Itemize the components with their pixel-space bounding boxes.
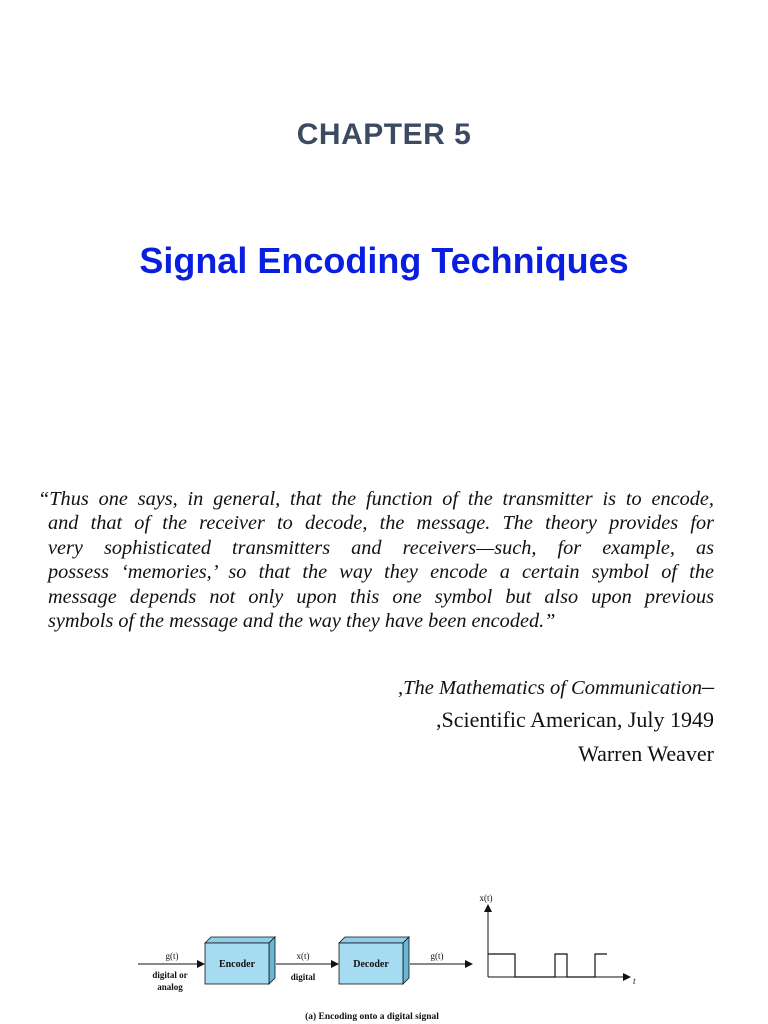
figure-caption: (a) Encoding onto a digital signal	[305, 1012, 439, 1022]
attribution-dash: –	[702, 674, 714, 700]
quote-line: possess ‘memories,’ so that the way they encode a certain symbol of the	[48, 561, 714, 584]
mid-type-label: digital	[290, 972, 316, 982]
input-type-label-2: analog	[157, 982, 183, 992]
input-type-label-1: digital or	[152, 970, 188, 980]
encoding-diagram	[130, 885, 650, 1024]
encoder-label: Encoder	[218, 959, 256, 970]
output-signal-label: g(t)	[430, 951, 444, 961]
mid-signal-label: x(t)	[296, 951, 310, 961]
input-signal-label: g(t)	[165, 951, 179, 961]
attribution-work	[398, 674, 714, 701]
plot-x-axis-label: t	[633, 976, 636, 986]
attribution-source: ,Scientific American, July 1949	[436, 707, 714, 732]
plot-y-axis-label: x(t)	[479, 893, 493, 903]
decoder-block	[339, 937, 409, 984]
attribution-author: Warren Weaver	[578, 741, 714, 766]
quote-line: message depends not only upon this one symbol but also upon previous	[48, 585, 714, 608]
digital-waveform	[488, 954, 607, 977]
epigraph-quote	[38, 487, 714, 633]
encoder-block	[205, 937, 275, 984]
chapter-title: Signal Encoding Techniques	[139, 240, 629, 281]
attribution-work-title: ,The Mathematics of Communication	[397, 677, 702, 699]
chapter-heading: CHAPTER 5	[296, 118, 472, 151]
quote-line: very sophisticated transmitters and receivers—such, for example, as	[48, 536, 714, 559]
decoder-label: Decoder	[353, 959, 389, 970]
quote-line: and that of the receiver to decode, the message. The theory provides for	[48, 512, 714, 535]
quote-line: symbols of the message and the way they have been encoded.”	[48, 610, 556, 633]
quote-line: “Thus one says, in general, that the function of the transmitter is to encode,	[38, 488, 714, 510]
